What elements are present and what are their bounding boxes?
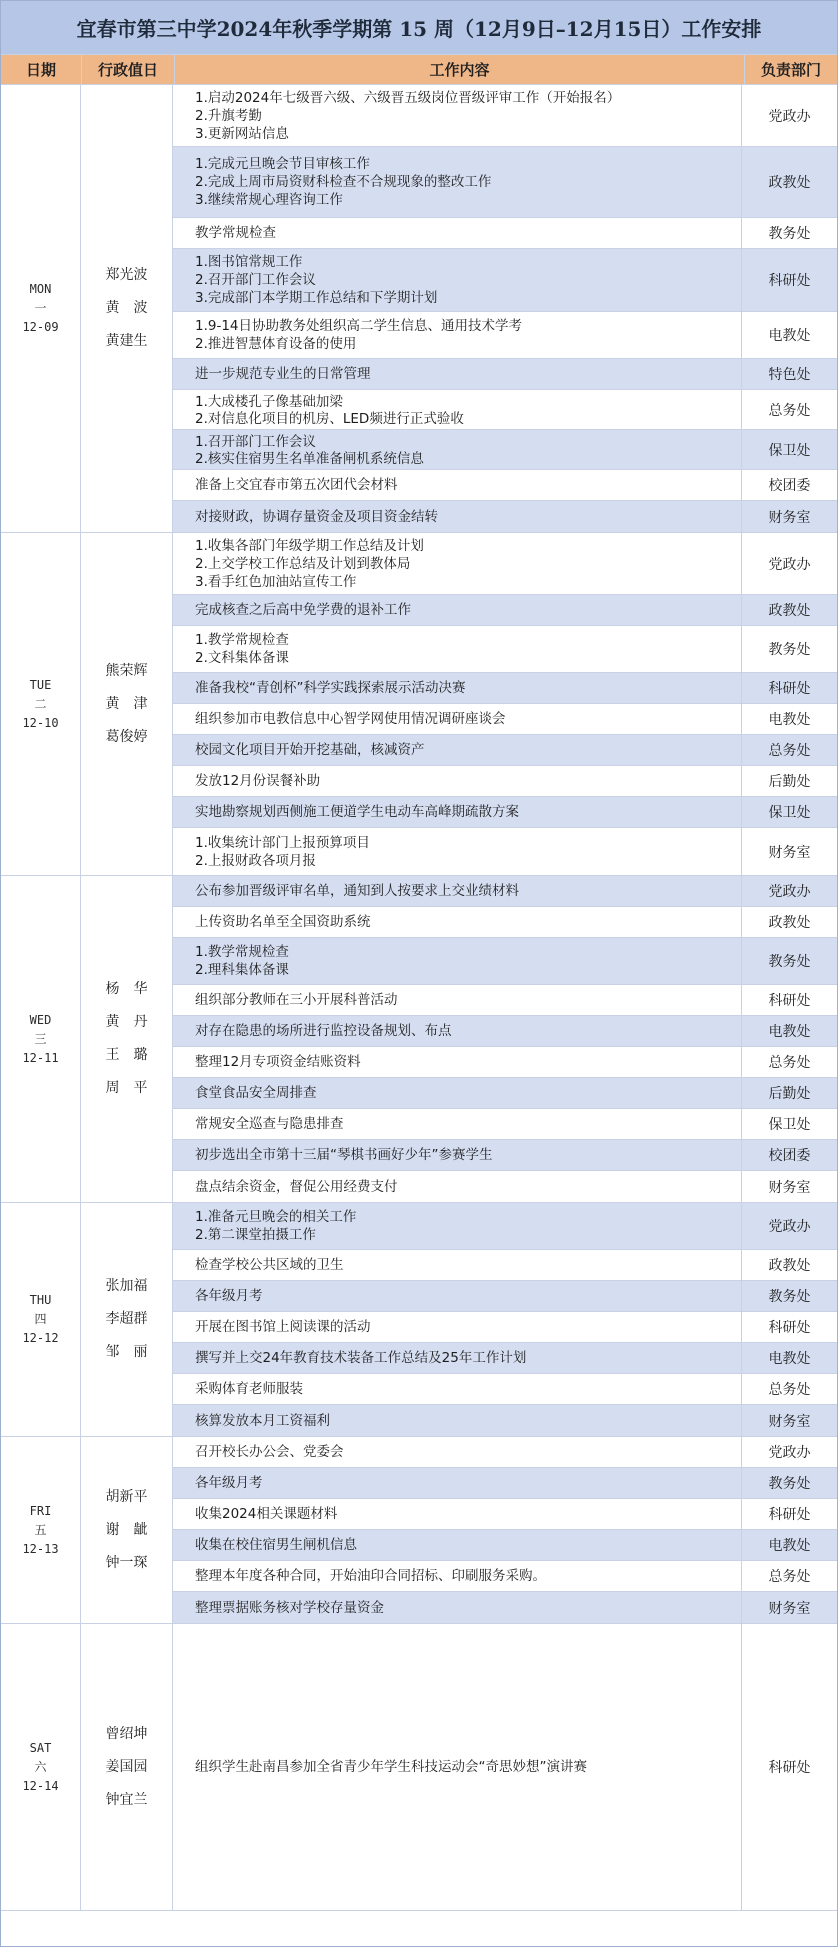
dept-cell: 保卫处 [768,805,811,821]
dept-cell: 总务处 [768,743,811,759]
table-row [173,312,837,359]
duty-name: 黄 津 [105,695,148,712]
table-row [173,1140,837,1171]
duty-cell [81,85,173,532]
duty-cell [81,1437,173,1623]
dept-cell: 科研处 [768,681,811,697]
work-content [173,766,742,796]
work-content [173,673,742,703]
table-row [173,1016,837,1047]
table-row [173,1078,837,1109]
table-row [173,673,837,704]
work-line: 2.文科集体备课 [195,650,289,666]
work-content [173,1561,742,1591]
work-line: 准备上交宜春市第五次团代会材料 [195,477,398,493]
work-line: 对接财政，协调存量资金及项目资金结转 [195,508,438,525]
dept-cell: 财务室 [768,1179,811,1196]
work-line: 采购体育老师服装 [195,1381,303,1397]
weekday-en: MON [29,282,52,296]
work-line: 召开校长办公会、党委会 [195,1444,344,1460]
work-content [173,704,742,734]
weekday-cn: 六 [34,1759,47,1774]
dept-cell: 科研处 [768,1760,811,1776]
header-date: 日期 [1,55,82,84]
duty-name: 熊荣辉 [105,662,148,679]
table-row [173,1624,837,1910]
table-row [173,704,837,735]
duty-name: 黄 丹 [105,1014,148,1030]
work-line: 食堂食品安全周排查 [195,1085,317,1101]
weekday-cn: 四 [34,1312,47,1326]
work-content [173,1374,742,1404]
work-line: 收集在校住宿男生闸机信息 [195,1537,357,1553]
work-line: 2.召开部门工作会议 [195,272,316,288]
work-line: 1.9-14日协助教务处组织高二学生信息、通用技术学考 [195,318,523,334]
work-line: 上传资助名单至全国资助系统 [195,914,371,930]
work-content [173,390,742,429]
dept-cell: 政教处 [768,175,811,191]
work-line: 校园文化项目开始开挖基础，核减资产 [195,742,425,758]
work-line: 发放12月份误餐补助 [195,773,321,789]
dept-cell: 党政办 [768,1219,811,1235]
work-line: 组织部分教师在三小开展科普活动 [195,992,398,1008]
table-row [173,1499,837,1530]
task-rows [173,1437,837,1623]
work-content [173,1343,742,1373]
table-body [1,85,837,1911]
date-text: 12-12 [22,1331,59,1345]
work-line: 1.召开部门工作会议 [195,434,316,450]
work-content [173,430,742,469]
work-line: 2.上交学校工作总结及计划到教体局 [195,555,411,572]
work-line: 初步选出全市第十三届“琴棋书画好少年”参赛学生 [195,1147,493,1163]
work-content [173,626,742,672]
table-row [173,1171,837,1202]
dept-cell: 党政办 [768,884,811,900]
work-line: 检查学校公共区域的卫生 [195,1257,344,1273]
work-line: 收集2024相关课题材料 [195,1506,338,1522]
task-rows [173,85,837,532]
table-row [173,985,837,1016]
dept-cell: 政教处 [768,603,811,619]
dept-cell: 总务处 [768,402,811,419]
table-row [173,1374,837,1405]
work-content [173,1312,742,1342]
dept-cell: 党政办 [768,1445,811,1461]
dept-cell: 教务处 [768,1476,811,1492]
work-line: 1.完成元旦晚会节目审核工作 [195,156,370,172]
table-row [173,1109,837,1140]
work-content [173,1203,742,1249]
work-line: 组织学生赴南昌参加全省青少年学生科技运动会“奇思妙想”演讲赛 [195,1759,587,1775]
dept-cell: 财务室 [768,1600,811,1617]
work-content [173,359,742,389]
dept-cell: 电教处 [768,1351,811,1367]
dept-cell: 电教处 [768,712,811,728]
duty-name: 姜国园 [105,1758,148,1775]
table-header [1,54,837,85]
day-block [1,1624,837,1911]
date-cell [1,876,81,1202]
work-content [173,533,742,594]
work-line: 2.升旗考勤 [195,107,262,124]
work-content [173,735,742,765]
work-content [173,907,742,937]
work-content [173,828,742,875]
date-cell [1,1437,81,1623]
table-row [173,1437,837,1468]
work-line: 教学常规检查 [195,225,276,241]
work-content [173,1016,742,1046]
table-row [173,1250,837,1281]
work-line: 1.收集各部门年级学期工作总结及计划 [195,537,424,554]
duty-name: 邹 丽 [105,1344,148,1360]
day-block [1,85,837,533]
work-line: 核算发放本月工资福利 [195,1412,330,1429]
work-content [173,1592,742,1623]
dept-cell: 政教处 [768,1258,811,1274]
work-content [173,218,742,248]
date-text: 12-14 [22,1778,59,1793]
duty-name: 杨 华 [105,981,148,997]
table-row [173,430,837,470]
work-content [173,1499,742,1529]
work-line: 3.更新网站信息 [195,125,289,142]
header-work: 工作内容 [175,55,745,84]
work-line: 整理本年度各种合同，开始油印合同招标、印刷服务采购。 [195,1568,546,1584]
work-line: 1.准备元旦晚会的相关工作 [195,1209,357,1225]
day-block [1,1203,837,1437]
work-line: 准备我校“青创杯”科学实践探索展示活动决赛 [195,680,466,696]
dept-cell: 教务处 [768,226,811,242]
duty-name: 黄 波 [105,300,148,316]
weekday-cn: 二 [34,696,47,711]
work-content [173,249,742,311]
duty-name: 钟宜兰 [105,1791,148,1808]
table-row [173,876,837,907]
work-content [173,312,742,358]
table-row [173,1405,837,1436]
work-line: 3.继续常规心理咨询工作 [195,192,343,208]
table-row [173,249,837,312]
work-content [173,938,742,984]
task-rows [173,533,837,875]
table-row [173,828,837,875]
duty-name: 黄建生 [105,333,148,349]
work-content [173,1624,742,1910]
date-text: 12-09 [22,320,59,334]
work-content [173,1047,742,1077]
weekday-cn: 三 [34,1031,47,1046]
duty-name: 葛俊婷 [105,728,148,745]
dept-cell: 教务处 [768,1289,811,1305]
dept-cell: 总务处 [768,1569,811,1585]
day-block [1,533,837,876]
work-line: 各年级月考 [195,1288,263,1304]
work-content [173,1530,742,1560]
weekday-en: SAT [29,1740,52,1755]
work-line: 3.完成部门本学期工作总结和下学期计划 [195,290,438,306]
work-line: 完成核查之后高中免学费的退补工作 [195,602,411,618]
work-content [173,1437,742,1467]
dept-cell: 总务处 [768,1055,811,1071]
work-content [173,1281,742,1311]
work-content [173,1405,742,1436]
date-text: 12-11 [22,1050,59,1065]
duty-name: 胡新平 [105,1488,148,1505]
duty-name: 张加福 [105,1278,148,1294]
work-line: 2.对信息化项目的机房、LED频进行正式验收 [195,410,464,426]
table-row [173,147,837,218]
table-row [173,390,837,430]
work-content [173,1468,742,1498]
day-block [1,1437,837,1624]
date-cell [1,1203,81,1436]
table-row [173,85,837,147]
dept-cell: 教务处 [768,954,811,970]
work-content [173,1140,742,1170]
page-title: 宜春市第三中学2024年秋季学期第 15 周（12月9日–12月15日）工作安排 [1,1,837,54]
weekday-cn: 五 [34,1522,47,1537]
work-line: 盘点结余资金，督促公用经费支付 [195,1178,398,1195]
table-row [173,218,837,249]
work-content [173,470,742,500]
table-row [173,938,837,985]
weekday-en: WED [29,1012,52,1027]
table-row [173,1468,837,1499]
dept-cell: 电教处 [768,328,811,344]
work-line: 公布参加晋级评审名单，通知到人按要求上交业绩材料 [195,883,519,899]
duty-cell [81,1203,173,1436]
duty-name: 钟一琛 [105,1554,148,1571]
table-row [173,735,837,766]
work-line: 整理12月专项资金结账资料 [195,1054,361,1070]
work-line: 进一步规范专业生的日常管理 [195,366,371,382]
work-content [173,147,742,217]
work-line: 2.推进智慧体育设备的使用 [195,336,357,352]
weekday-en: FRI [29,1503,52,1518]
dept-cell: 特色处 [768,367,811,383]
work-content [173,797,742,827]
work-line: 对存在隐患的场所进行监控设备规划、布点 [195,1023,452,1039]
task-rows [173,1203,837,1436]
table-row [173,470,837,501]
duty-cell [81,533,173,875]
table-row [173,766,837,797]
dept-cell: 科研处 [768,993,811,1009]
weekday-en: THU [29,1293,52,1307]
date-text: 12-10 [22,715,59,730]
work-line: 各年级月考 [195,1475,263,1491]
duty-name: 王 璐 [105,1047,148,1063]
dept-cell: 校团委 [768,478,811,494]
work-line: 2.第二课堂拍摄工作 [195,1227,316,1243]
weekday-cn: 一 [34,301,47,315]
dept-cell: 党政办 [768,108,811,125]
date-cell [1,85,81,532]
work-content [173,1250,742,1280]
work-content [173,1171,742,1202]
dept-cell: 电教处 [768,1538,811,1554]
dept-cell: 财务室 [768,844,811,861]
weekday-en: TUE [29,677,52,692]
table-row [173,1312,837,1343]
dept-cell: 保卫处 [768,1117,811,1133]
header-duty: 行政值日 [82,55,175,84]
duty-name: 曾绍坤 [105,1725,148,1742]
dept-cell: 党政办 [768,556,811,573]
work-line: 组织参加市电教信息中心智学网使用情况调研座谈会 [195,711,506,727]
work-content [173,985,742,1015]
dept-cell: 后勤处 [768,1086,811,1102]
day-block [1,876,837,1203]
work-content [173,85,742,146]
work-line: 常规安全巡查与隐患排查 [195,1116,344,1132]
work-line: 撰写并上交24年教育技术装备工作总结及25年工作计划 [195,1350,527,1366]
dept-cell: 校团委 [768,1148,811,1164]
dept-cell: 政教处 [768,915,811,931]
date-cell [1,533,81,875]
work-line: 1.收集统计部门上报预算项目 [195,834,370,851]
task-rows [173,1624,837,1910]
work-content [173,595,742,625]
work-line: 2.理科集体备课 [195,962,289,978]
table-row [173,1592,837,1623]
work-content [173,876,742,906]
dept-cell: 后勤处 [768,774,811,790]
dept-cell: 科研处 [768,1507,811,1523]
work-line: 1.教学常规检查 [195,632,289,648]
task-rows [173,876,837,1202]
table-row [173,533,837,595]
duty-name: 郑光波 [105,267,148,283]
date-text: 12-13 [22,1541,59,1556]
table-row [173,1561,837,1592]
table-row [173,797,837,828]
table-row [173,501,837,532]
table-row [173,626,837,673]
table-row [173,595,837,626]
dept-cell: 总务处 [768,1382,811,1398]
header-dept: 负责部门 [760,61,821,79]
work-line: 2.核实住宿男生名单准备闸机系统信息 [195,450,424,466]
work-line: 实地勘察规划西侧施工便道学生电动车高峰期疏散方案 [195,804,519,820]
work-line: 2.完成上周市局资财科检查不合规现象的整改工作 [195,174,492,190]
work-line: 开展在图书馆上阅读课的活动 [195,1319,371,1335]
work-line: 整理票据账务核对学校存量资金 [195,1599,384,1616]
work-content [173,501,742,532]
duty-cell [81,1624,173,1910]
duty-name: 谢 龇 [105,1521,148,1538]
work-line: 2.上报财政各项月报 [195,852,316,869]
table-row [173,1530,837,1561]
work-content [173,1078,742,1108]
dept-cell: 教务处 [768,642,811,658]
work-line: 1.教学常规检查 [195,944,289,960]
dept-cell: 科研处 [768,1320,811,1336]
dept-cell: 保卫处 [768,442,811,459]
work-content [173,1109,742,1139]
dept-cell: 财务室 [768,509,811,526]
duty-name: 李超群 [105,1311,148,1327]
work-line: 1.图书馆常规工作 [195,254,303,270]
work-line: 1.启动2024年七级晋六级、六级晋五级岗位晋级评审工作（开始报名） [195,89,621,106]
work-line: 1.大成楼孔子像基础加梁 [195,394,343,410]
table-row [173,907,837,938]
table-row [173,1047,837,1078]
date-cell [1,1624,81,1910]
dept-cell: 电教处 [768,1024,811,1040]
table-row [173,1203,837,1250]
table-row [173,1281,837,1312]
table-row [173,1343,837,1374]
duty-cell [81,876,173,1202]
dept-cell: 财务室 [768,1413,811,1430]
duty-name: 周 平 [105,1080,148,1096]
table-row [173,359,837,390]
work-line: 3.看手红色加油站宣传工作 [195,573,357,590]
dept-cell: 科研处 [768,273,811,289]
